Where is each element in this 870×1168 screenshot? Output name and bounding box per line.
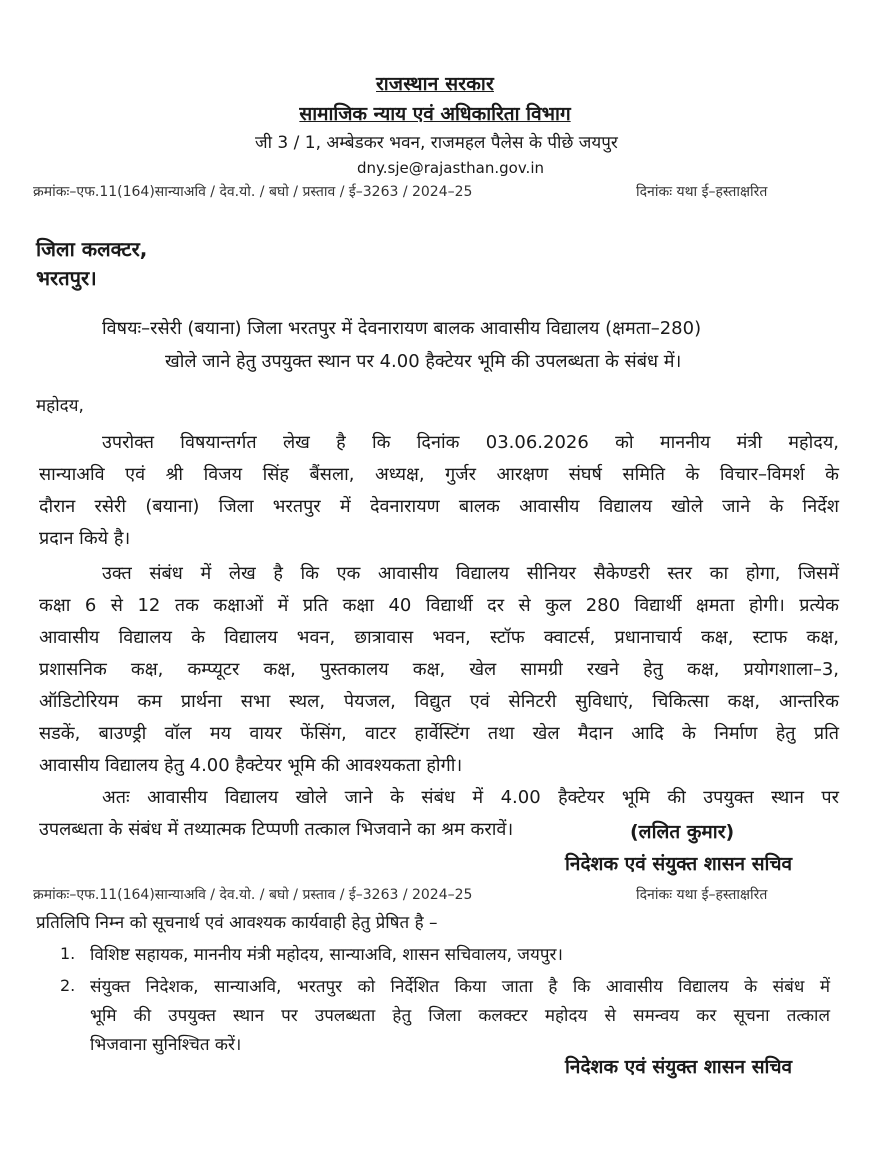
copy-signatory-title: निदेशक एवं संयुक्त शासन सचिव: [565, 1056, 793, 1078]
copy-item-text: भूमि की उपयुक्त स्थान पर उपलब्धता हेतु जिला कलक्टर महोदय से समन्वय कर सूचना तत्काल: [90, 1006, 830, 1026]
copy-date: दिनांकः यथा ई–हस्ताक्षरित: [636, 887, 768, 903]
body-line: उपरोक्त विषयान्तर्गत लेख है कि दिनांक 03.06.2026 को माननीय मंत्री महोदय,: [102, 432, 839, 453]
body-line: अतः आवासीय विद्यालय खोले जाने के संबंध में 4.00 हैक्टेयर भूमि की उपयुक्त स्थान पर: [102, 787, 839, 808]
signatory-title: निदेशक एवं संयुक्त शासन सचिव: [565, 853, 793, 875]
government-heading: राजस्थान सरकार: [376, 73, 494, 95]
addressee-location: भरतपुर।: [36, 266, 97, 290]
salutation: महोदय,: [36, 396, 84, 416]
body-line: दौरान रसेरी (बयाना) जिला भरतपुर में देवनारायण बालक आवासीय विद्यालय खोले जाने के निर्देश: [39, 496, 839, 517]
copy-reference-number: क्रमांकः–एफ.11(164)सान्याअवि / देव.यो. / बघो / प्रस्ताव / ई–3263 / 2024–25: [33, 887, 473, 903]
letter-date: दिनांकः यथा ई–हस्ताक्षरित: [636, 184, 768, 200]
office-email: dny.sje@rajasthan.gov.in: [357, 159, 544, 177]
copy-item-text: विशिष्ट सहायक, माननीय मंत्री महोदय, सान्याअवि, शासन सचिवालय, जयपुर।: [90, 945, 563, 965]
copy-item-number: 1.: [60, 944, 76, 963]
department-heading: सामाजिक न्याय एवं अधिकारिता विभाग: [299, 103, 571, 125]
subject-line-2: खोले जाने हेतु उपयुक्त स्थान पर 4.00 हैक्टेयर भूमि की उपलब्धता के संबंध में।: [165, 351, 682, 372]
body-line: उपलब्धता के संबंध में तथ्यात्मक टिप्पणी तत्काल भिजवाने का श्रम करावें।: [39, 819, 514, 840]
copy-item-number: 2.: [60, 976, 76, 995]
office-address: जी 3 / 1, अम्बेडकर भवन, राजमहल पैलेस के पीछे जयपुर: [255, 133, 618, 153]
body-line: आवासीय विद्यालय के विद्यालय भवन, छात्रावास भवन, स्टॉफ क्वाटर्स, प्रधानाचार्य कक्ष, स्टाफ कक्ष,: [39, 627, 839, 648]
copy-item-text: संयुक्त निदेशक, सान्याअवि, भरतपुर को निर्देशित किया जाता है कि आवासीय विद्यालय के संबंध में: [90, 977, 830, 997]
body-line: प्रशासनिक कक्ष, कम्प्यूटर कक्ष, पुस्तकालय कक्ष, खेल सामग्री रखने हेतु कक्ष, प्रयोगशाला–3,: [39, 659, 839, 680]
body-line: आवासीय विद्यालय हेतु 4.00 हैक्टेयर भूमि की आवश्यकता होगी।: [39, 755, 463, 776]
body-line: प्रदान किये है।: [39, 528, 131, 549]
subject-line-1: विषयः–रसेरी (बयाना) जिला भरतपुर में देवनारायण बालक आवासीय विद्यालय (क्षमता–280): [102, 318, 702, 339]
body-line: कक्षा 6 से 12 तक कक्षाओं में प्रति कक्षा 40 विद्यार्थी दर से कुल 280 विद्यार्थी क्षमता होगी। प्रत्येक: [39, 595, 839, 616]
addressee-title: जिला कलक्टर,: [36, 237, 148, 261]
body-line: उक्त संबंध में लेख है कि एक आवासीय विद्यालय सीनियर सैकेण्डरी स्तर का होगा, जिसमें: [102, 563, 839, 584]
body-line: सान्याअवि एवं श्री विजय सिंह बैंसला, अध्यक्ष, गुर्जर आरक्षण संघर्ष समिति के विचार–विमर्श के: [39, 464, 839, 485]
body-line: ऑडिटोरियम कम प्रार्थना सभा स्थल, पेयजल, विद्युत एवं सेनिटरी सुविधाएं, चिकित्सा कक्ष, आन्तरिक: [39, 691, 839, 712]
copy-intro: प्रतिलिपि निम्न को सूचनार्थ एवं आवश्यक कार्यवाही हेतु प्रेषित है –: [36, 913, 438, 933]
signatory-name: (ललित कुमार): [630, 821, 735, 843]
body-line: सडकें, बाउण्ड्री वॉल मय वायर फेंसिंग, वाटर हार्वेस्टिंग तथा खेल मैदान आदि के निर्माण हेतु प्रति: [39, 723, 839, 744]
copy-item-text: भिजवाना सुनिश्चित करें।: [90, 1035, 242, 1055]
reference-number: क्रमांकः–एफ.11(164)सान्याअवि / देव.यो. / बघो / प्रस्ताव / ई–3263 / 2024–25: [33, 184, 473, 200]
